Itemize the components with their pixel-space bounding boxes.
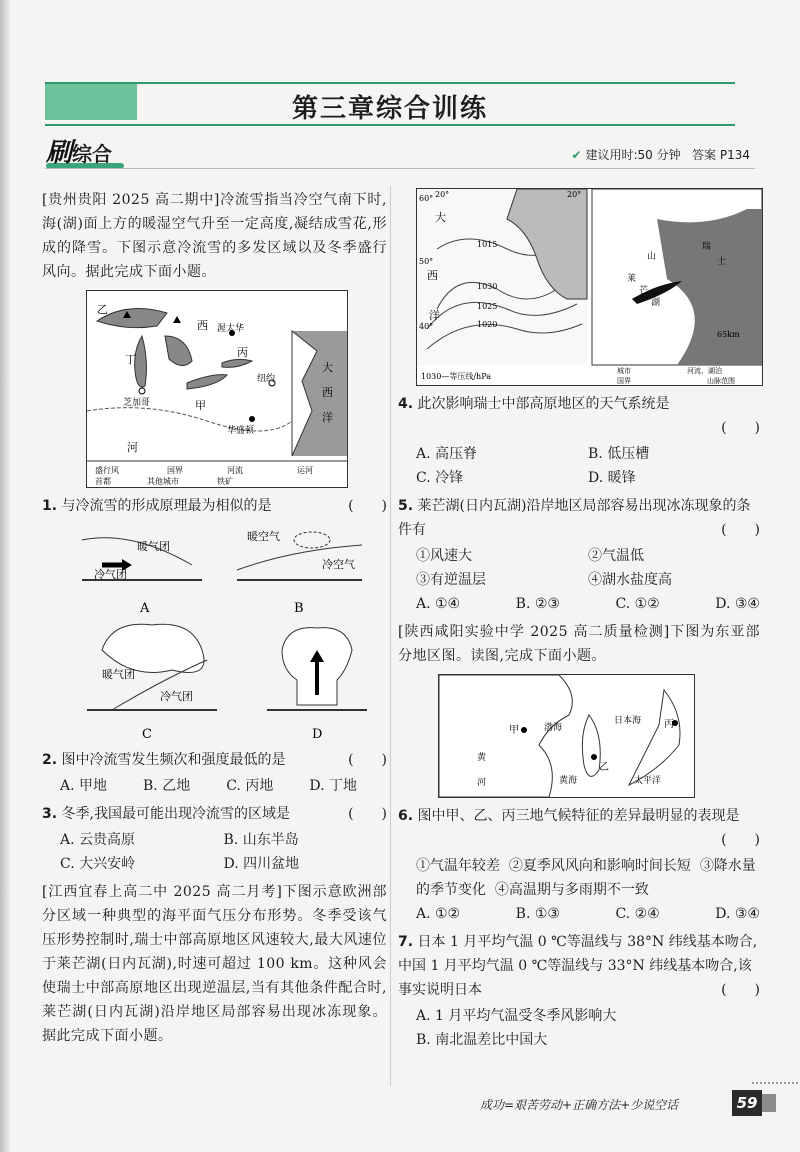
label-bohai: 渤海 (544, 723, 563, 733)
q3-option-d[interactable]: D. 四川盆地 (223, 856, 300, 872)
q4-answer-blank[interactable]: ( ) (721, 420, 760, 436)
q3-options (42, 828, 387, 876)
section-label (46, 132, 124, 169)
page-spine (0, 0, 10, 1152)
q6-items (398, 854, 760, 902)
q4-option-c[interactable]: C. 冷锋 (416, 470, 464, 486)
label-lake1: 莱 (627, 274, 637, 284)
label-p1025: 1025 (477, 302, 498, 311)
label-yi: 乙 (97, 303, 108, 316)
q2-option-d[interactable]: D. 丁地 (309, 778, 357, 794)
europe-pressure-map (416, 188, 763, 386)
footer-motto: 成功=艰苦劳动+正确方法+少说空话 (480, 1098, 679, 1112)
q5-options (398, 592, 760, 616)
q4-options (398, 442, 760, 490)
fig-c-cold: 冷气团 (160, 690, 193, 703)
question-5 (398, 494, 760, 542)
mine-marker (173, 316, 181, 323)
q4-option-b[interactable]: B. 低压槽 (588, 446, 650, 462)
question-3 (42, 802, 387, 826)
right-column (398, 188, 760, 1052)
title-bar (45, 82, 735, 126)
q5-option-b[interactable]: B. ②③ (515, 596, 560, 612)
label-isobar-legend: 1030—等压线/hPa (421, 372, 491, 381)
q7-option-a[interactable]: A. 1 月平均气温受冬季风影响大 (416, 1008, 617, 1024)
q4-paren-row (398, 416, 760, 440)
label-he: 河 (127, 441, 138, 454)
passage-1-text: 冷流雪指当冷空气南下时,海(湖)面上方的暖湿空气升至一定高度,凝结成雪花,形成的降雪。下图示意冷流雪的多发区域以及冬季盛行风向。据此完成下面小题。 (42, 192, 387, 280)
fig-b-label: B (294, 601, 304, 616)
figure-c (87, 624, 217, 742)
q5-option-c[interactable]: C. ①② (615, 596, 660, 612)
fig-a-warm: 暖气团 (137, 540, 170, 553)
q5-number: 5. (398, 498, 414, 514)
europe-map-svg (417, 189, 762, 385)
q6-item-3: ③降水量的季节变化 (416, 858, 756, 898)
chicago-marker (139, 388, 145, 394)
label-p1015: 1015 (477, 240, 498, 249)
label-rui: 瑞 (702, 242, 712, 252)
cloud-shape (294, 532, 330, 548)
q4-option-d[interactable]: D. 暖锋 (588, 470, 636, 486)
korea-land (582, 715, 600, 776)
label-lat50: 50° (419, 257, 434, 266)
label-da: 大 (322, 361, 333, 374)
q7-answer-blank[interactable]: ( ) (721, 982, 760, 998)
legend-mountain: 山脉范围 (707, 377, 735, 385)
figure-b (237, 529, 362, 616)
fig-c-warm: 暖气团 (102, 668, 135, 681)
time-hint: 建议用时:50 分钟 (585, 148, 681, 162)
fig-d-label: D (312, 727, 323, 742)
label-chicago: 芝加哥 (123, 398, 151, 408)
label-yang: 洋 (429, 309, 440, 322)
meta-info (572, 146, 750, 163)
legend-border: 国界 (167, 466, 183, 475)
q3-number: 3. (42, 806, 58, 822)
passage-1 (42, 188, 387, 284)
q3-option-b[interactable]: B. 山东半岛 (223, 832, 299, 848)
fig-b-cold: 冷空气 (322, 558, 355, 571)
label-pacific: 太平洋 (634, 776, 662, 786)
q1-figures (42, 520, 387, 744)
q6-answer-blank[interactable]: ( ) (721, 832, 760, 848)
q6-item-1: ①气温年较差 (416, 858, 500, 874)
q7-stem: 日本 1 月平均气温 0 ℃等温线与 38°N 纬线基本吻合,中国 1 月平均气温 0 ℃等温线与 33°N 纬线基本吻合,该事实说明日本 (398, 934, 758, 998)
label-huanghai: 黄海 (559, 776, 578, 786)
border-line (87, 408, 292, 431)
label-huang: 黄 (477, 753, 487, 763)
passage-3 (398, 620, 760, 668)
label-jia: 甲 (509, 725, 519, 736)
label-bing: 丙 (664, 719, 674, 730)
q2-answer-blank[interactable]: ( ) (348, 752, 387, 768)
legend-border: 国界 (617, 377, 631, 385)
q5-item-2: ②气温低 (588, 548, 644, 564)
legend-mine: 铁矿 (217, 477, 233, 486)
page-number: 59 (732, 1090, 762, 1116)
q7-options (398, 1004, 760, 1052)
passage-2-text: 下图示意欧洲部分区域一种典型的海平面气压分布形势。冬季受该气压形势控制时,瑞士中部高原地区风速较大,最大风速位于莱芒湖(日内瓦湖),时速可超过 100 km。这种风会使瑞士中部高原地区出现逆温层,当有其他条件配合时,莱芒湖(日内瓦湖)沿岸地区局部容易出现冰冻现象。据此完成下面小题。 (42, 884, 388, 1044)
label-lat60: 60° (419, 194, 434, 203)
lake-erie (187, 375, 227, 389)
cloud-shape (102, 624, 204, 672)
washington-marker (249, 416, 255, 422)
question-2 (42, 748, 387, 772)
q7-option-b[interactable]: B. 南北温差比中国大 (416, 1032, 548, 1048)
great-lakes-map (86, 290, 348, 488)
q7-number: 7. (398, 934, 414, 950)
question-6 (398, 804, 760, 852)
passage-3-text: 下图为东亚部分地区图。读图,完成下面小题。 (398, 624, 761, 664)
section-label-text: 综合 (72, 142, 113, 166)
q1-answer-blank[interactable]: ( ) (348, 498, 387, 514)
legend-capital: 首都 (95, 477, 111, 486)
q5-item-3: ③有逆温层 (416, 572, 486, 588)
legend-city: 其他城市 (147, 477, 179, 486)
label-lon20w: 20° (435, 190, 450, 199)
q5-items (398, 544, 760, 592)
label-xi: 西 (427, 269, 438, 282)
q6-option-d[interactable]: D. ③④ (715, 906, 760, 922)
q6-number: 6. (398, 808, 414, 824)
label-ottawa: 渥太华 (217, 324, 245, 334)
q2-number: 2. (42, 752, 58, 768)
east-asia-map-svg (439, 675, 694, 797)
q2-stem: 图中冷流雪发生频次和强度最低的是 (61, 752, 286, 768)
q3-stem: 冬季,我国最可能出现冷流雪的区域是 (61, 806, 290, 822)
label-mtn1: 山 (647, 252, 657, 262)
q6-options (398, 902, 760, 926)
label-shi: 士 (717, 257, 727, 267)
figure-d (267, 628, 367, 742)
section-label-big: 刷 (46, 138, 73, 168)
page-number-deco (762, 1094, 776, 1112)
q6-paren-row (398, 828, 760, 852)
q2-options (42, 774, 387, 798)
label-yang: 洋 (322, 411, 333, 424)
q5-item-4: ④湖水盐度高 (588, 572, 672, 588)
q5-option-a[interactable]: A. ①④ (416, 596, 461, 612)
label-ding: 丁 (125, 353, 136, 366)
q4-number: 4. (398, 396, 414, 412)
legend-river: 河流 (227, 466, 243, 475)
lake-huron (165, 336, 192, 366)
label-jia: 甲 (195, 399, 206, 412)
q4-stem: 此次影响瑞士中部高原地区的天气系统是 (417, 396, 670, 412)
legend-river-lake: 河流、湖泊 (687, 367, 722, 375)
label-p1020: 1020 (477, 320, 498, 329)
passage-2-source: [江西宜春上高二中 2025 高二月考] (42, 884, 283, 900)
q6-item-2: ②夏季风风向和影响时间长短 (508, 858, 691, 874)
fig-b-warm: 暖空气 (247, 530, 280, 543)
label-lake2: 芒 (639, 286, 649, 296)
label-lon20e: 20° (567, 190, 582, 199)
fig-a-cold: 冷气团 (94, 568, 127, 581)
passage-3-source: [陕西咸阳实验中学 2025 高二质量检测] (398, 624, 670, 640)
check-icon: ✔ (571, 148, 582, 162)
question-4 (398, 392, 760, 440)
passage-1-source: [贵州贵阳 2025 高二期中] (42, 192, 220, 208)
q1-number: 1. (42, 498, 58, 514)
q6-option-b[interactable]: B. ①③ (515, 906, 560, 922)
q3-answer-blank[interactable]: ( ) (348, 806, 387, 822)
q6-option-c[interactable]: C. ②④ (615, 906, 660, 922)
question-7 (398, 930, 760, 1002)
chapter-title: 第三章综合训练 (291, 94, 488, 124)
fig-c-label: C (142, 727, 152, 742)
lake-michigan (135, 336, 147, 387)
label-yi: 乙 (599, 762, 609, 773)
header-rule (45, 168, 755, 169)
lake-ontario (222, 359, 252, 367)
q5-answer-blank[interactable]: ( ) (721, 522, 760, 538)
legend-wind: 盛行风 (95, 466, 119, 475)
left-column (42, 188, 387, 1054)
label-xi: 西 (197, 319, 208, 332)
label-japan-sea: 日本海 (614, 716, 642, 726)
legend-city: 城市 (617, 367, 631, 375)
q2-option-b[interactable]: B. 乙地 (143, 778, 191, 794)
question-1 (42, 494, 387, 518)
yi-marker (591, 754, 597, 760)
answer-ref: 答案 P134 (692, 148, 750, 162)
q5-item-1: ①风速大 (416, 548, 472, 564)
east-asia-map (438, 674, 695, 798)
q5-option-d[interactable]: D. ③④ (715, 596, 760, 612)
label-he: 河 (477, 778, 487, 788)
column-divider (390, 186, 391, 1086)
label-scale: 65km (717, 330, 740, 339)
label-bing: 丙 (237, 346, 248, 359)
jia-marker (521, 727, 527, 733)
q5-stem: 莱芒湖(日内瓦湖)沿岸地区局部容易出现冰冻现象的条件有 (398, 498, 751, 538)
q4-option-a[interactable]: A. 高压脊 (416, 446, 478, 462)
china-land (439, 675, 572, 797)
label-newyork: 纽约 (257, 374, 276, 384)
label-xi2: 西 (322, 386, 333, 399)
q1-stem: 与冷流雪的形成原理最为相似的是 (61, 498, 272, 514)
q2-option-a[interactable]: A. 甲地 (60, 778, 108, 794)
label-lat40: 40° (419, 322, 434, 331)
q3-option-a[interactable]: A. 云贵高原 (60, 832, 136, 848)
q6-option-a[interactable]: A. ①② (416, 906, 461, 922)
fig-a-label: A (140, 601, 150, 616)
label-lake3: 湖 (651, 298, 661, 308)
japan-land (629, 690, 680, 785)
q2-option-c[interactable]: C. 丙地 (226, 778, 274, 794)
q3-option-c[interactable]: C. 大兴安岭 (60, 856, 136, 872)
label-p1030: 1030 (477, 282, 498, 291)
great-lakes-map-svg (87, 291, 347, 487)
label-da: 大 (435, 211, 446, 224)
legend-canal: 运河 (297, 466, 313, 475)
q6-item-4: ④高温期与多雨期不一致 (494, 882, 649, 898)
q6-stem: 图中甲、乙、丙三地气候特征的差异最明显的表现是 (417, 808, 740, 824)
figure-a (82, 538, 202, 616)
footer-dots (752, 1082, 798, 1084)
label-washington: 华盛顿 (227, 426, 255, 436)
passage-2 (42, 880, 387, 1048)
